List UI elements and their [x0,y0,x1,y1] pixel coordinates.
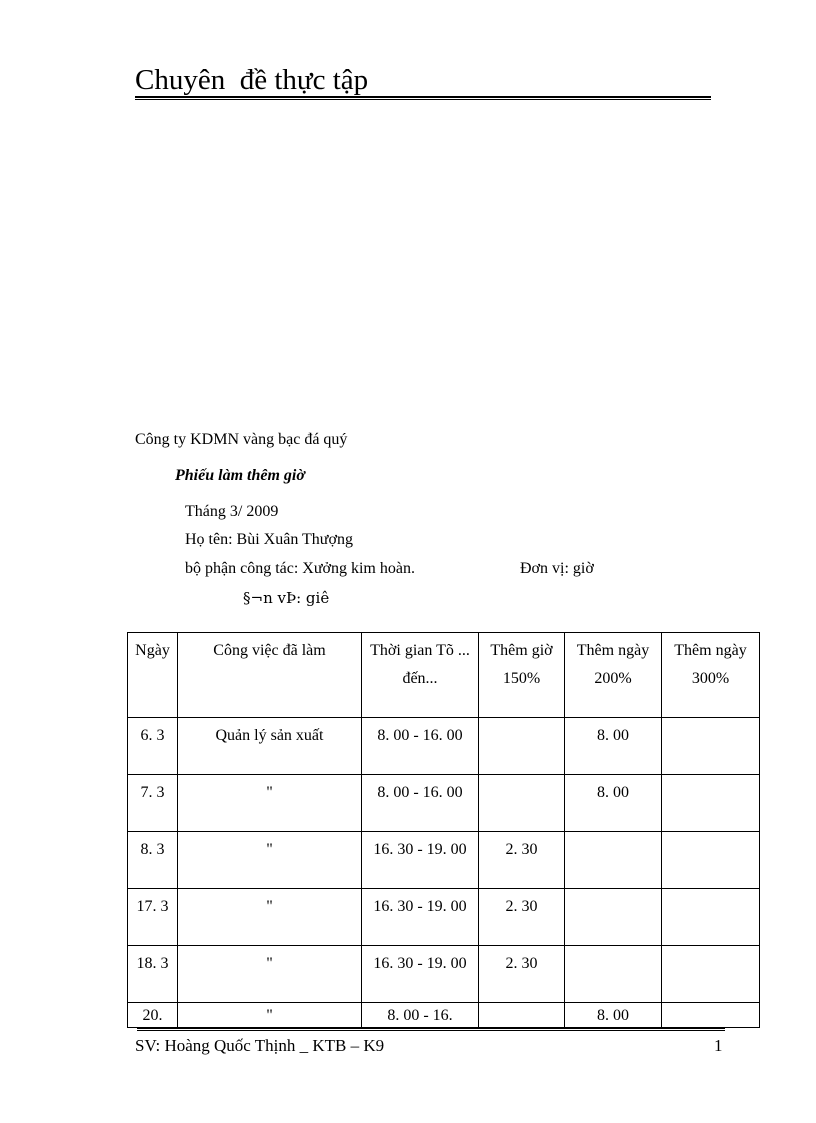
table-header-cell: Thời gian Tõ ... đến... [362,633,479,718]
table-header-cell: Thêm giờ 150% [479,633,565,718]
table-header-cell: Thêm ngày 300% [662,633,760,718]
table-cell: 8. 00 - 16. 00 [362,718,479,775]
table-header-cell: Công việc đã làm [178,633,362,718]
overtime-table [127,632,760,1028]
unit-label-garbled: §¬n vÞ: giê [243,589,330,607]
table-cell: Quản lý sản xuất [178,718,362,775]
table-cell [479,718,565,775]
table-cell [662,718,760,775]
table-cell: 20. [128,1003,178,1028]
table-cell: 6. 3 [128,718,178,775]
table-cell: 18. 3 [128,946,178,1003]
company-name: Công ty KDMN vàng bạc đá quý [135,431,348,448]
department: bộ phận công tác: Xưởng kim hoàn. [185,560,415,577]
unit-label: Đơn vị: giờ [520,560,594,577]
table-cell [479,775,565,832]
form-title: Phiếu làm thêm giờ [175,467,305,484]
table-cell: " [178,832,362,889]
table-cell [565,832,662,889]
table-cell [565,889,662,946]
table-cell [479,1003,565,1028]
table-cell: 8. 00 [565,1003,662,1028]
table-cell: 2. 30 [479,889,565,946]
table-header-row [128,633,760,718]
table-cell: 7. 3 [128,775,178,832]
table-cell [662,1003,760,1028]
table-header-cell: Ngày [128,633,178,718]
table-row [128,946,760,1003]
table-cell: 8. 00 - 16. 00 [362,775,479,832]
table-cell [662,832,760,889]
page-header-title: Chuyên đề thực tập [135,64,369,96]
table-row [128,832,760,889]
table-header-cell: Thêm ngày 200% [565,633,662,718]
table-cell: " [178,1003,362,1028]
page-number: 1 [714,1036,723,1055]
table-row [128,1003,760,1028]
table-cell [565,946,662,1003]
table-cell: " [178,889,362,946]
header-rule [135,96,711,100]
table-cell: 8. 3 [128,832,178,889]
table-cell: 8. 00 [565,718,662,775]
employee-name: Họ tên: Bùi Xuân Thượng [185,531,353,548]
table-cell: 2. 30 [479,946,565,1003]
table-cell: 8. 00 [565,775,662,832]
table-cell: " [178,946,362,1003]
table-cell: 2. 30 [479,832,565,889]
footer-rule [137,1027,725,1031]
table-row [128,718,760,775]
table-cell: " [178,775,362,832]
table-cell: 16. 30 - 19. 00 [362,946,479,1003]
table-cell [662,775,760,832]
footer-student: SV: Hoàng Quốc Thịnh _ KTB – K9 [135,1036,385,1055]
table-row [128,889,760,946]
table-row [128,775,760,832]
table-cell [662,889,760,946]
table-cell: 16. 30 - 19. 00 [362,832,479,889]
table-cell [662,946,760,1003]
form-month: Tháng 3/ 2009 [185,503,279,520]
table-cell: 17. 3 [128,889,178,946]
table-cell: 8. 00 - 16. [362,1003,479,1028]
table-cell: 16. 30 - 19. 00 [362,889,479,946]
